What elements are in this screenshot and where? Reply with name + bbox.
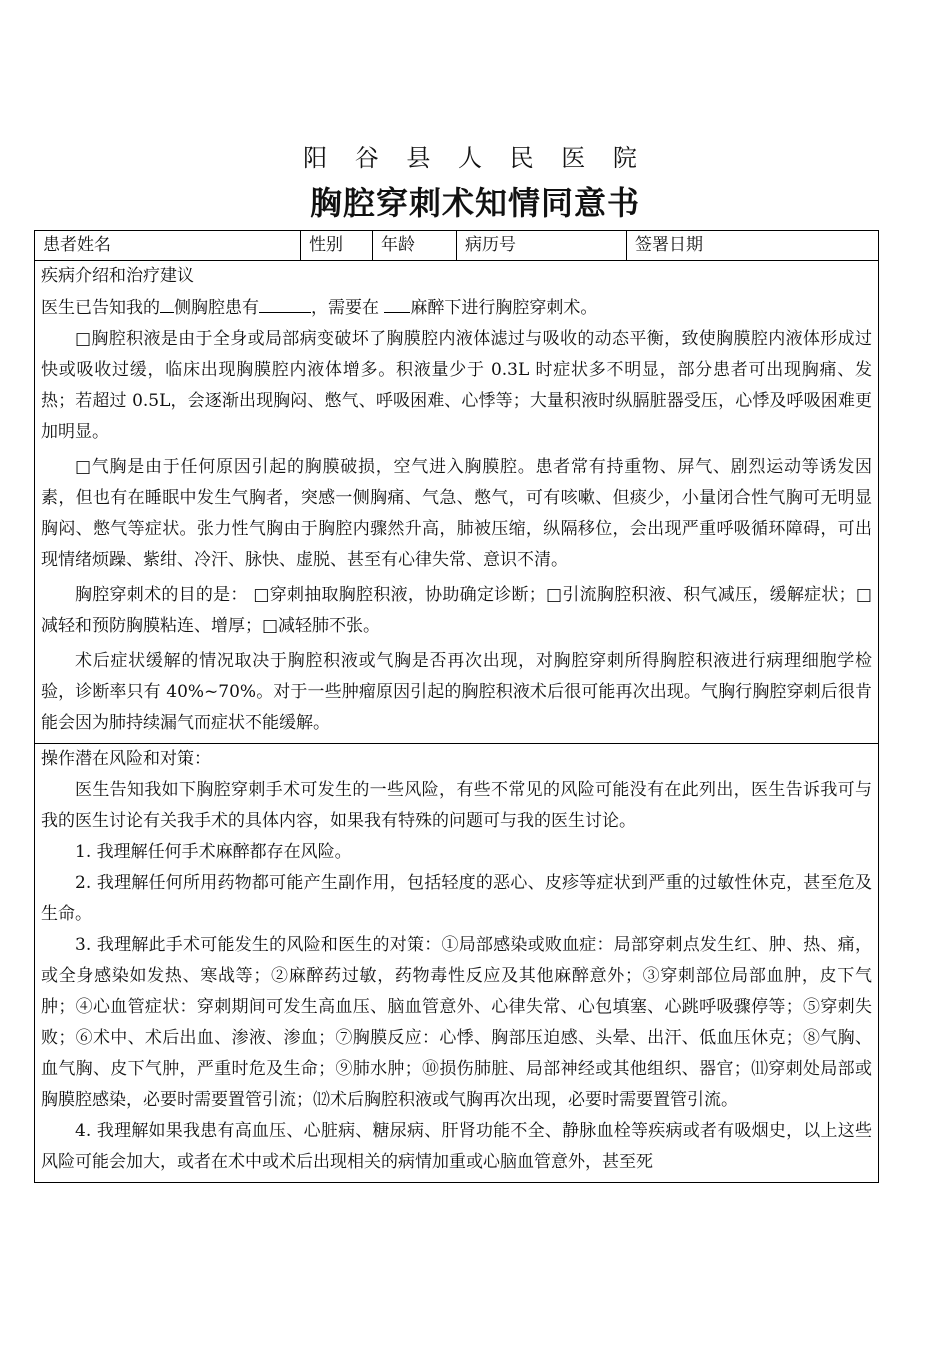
pneumothorax-paragraph: □气胸是由于任何原因引起的胸膜破损，空气进入胸膜腔。患者常有持重物、屏气、剧烈运动等诱发因素，但也有在睡眠中发生气胸者，突感一侧胸痛、气急、憋气，可有咳嗽、但痰少，小量闭合性气胸可无明显胸闷、憋气等症状。张力性气胸由于胸腔内骤然升高，肺被压缩，纵隔移位，会出现严重呼吸循环障碍，可出现情绪烦躁、紫绀、冷汗、脉快、虚脱、甚至有心律失常、意识不清。 — [41, 457, 872, 570]
diagnosis-text-4: 麻醉下进行胸腔穿刺术。 — [410, 298, 598, 318]
sign-date-field[interactable]: 签署日期 — [635, 235, 703, 255]
age-field[interactable]: 年龄 — [373, 231, 457, 260]
anesthesia-blank[interactable] — [384, 292, 410, 313]
hospital-name: 阳 谷 县 人 民 医 院 — [303, 144, 647, 172]
sex-field[interactable]: 性别 — [301, 231, 373, 260]
disease-intro-section — [35, 261, 878, 743]
prognosis-paragraph: 术后症状缓解的情况取决于胸腔积液或气胸是否再次出现，对胸腔穿刺所得胸腔积液进行病理细胞学检验，诊断率只有 40%~70%。对于一些肿瘤原因引起的胸腔积液术后很可能再次出现。气胸行胸腔穿刺后很肯能会因为肺持续漏气而症状不能缓解。 — [41, 651, 872, 733]
risk-heading: 操作潜在风险和对策： — [41, 749, 211, 769]
risk-section — [35, 743, 878, 1182]
diagnosis-line — [41, 292, 872, 324]
diagnosis-text-2: 侧胸腔患有 — [174, 298, 259, 318]
intro-heading: 疾病介绍和治疗建议 — [41, 266, 194, 286]
diagnosis-text-1: 医生已告知我的 — [41, 298, 160, 318]
document-title: 胸腔穿刺术知情同意书 — [309, 184, 640, 222]
effusion-paragraph: □胸腔积液是由于全身或局部病变破坏了胸膜腔内液体滤过与吸收的动态平衡，致使胸膜腔内液体形成过快或吸收过缓，临床出现胸膜腔内液体增多。积液量少于 0.3L 时症状多不明显，部分患者可出现胸痛、发热；若超过 0.5L，会逐渐出现胸闷、憋气、呼吸困难、心悸等；大量积液时纵膈脏器受压，心悸及呼吸困难更加明显。 — [41, 329, 872, 442]
patient-info-row — [35, 231, 878, 261]
diagnosis-text-3: ，需要在 — [311, 298, 385, 318]
side-blank[interactable] — [160, 292, 174, 313]
purpose-paragraph: 胸腔穿刺术的目的是： □穿刺抽取胸腔积液，协助确定诊断；□引流胸腔积液、积气减压，缓解症状；□减轻和预防胸膜粘连、增厚；□减轻肺不张。 — [41, 585, 872, 636]
risk-item-3: 3. 我理解此手术可能发生的风险和医生的对策：①局部感染或败血症：局部穿刺点发生红、肿、热、痛，或全身感染如发热、寒战等；②麻醉药过敏，药物毒性反应及其他麻醉意外；③穿刺部位局部血肿，皮下气肿；④心血管症状：穿刺期间可发生高血压、脑血管意外、心律失常、心包填塞、心跳呼吸骤停等；⑤穿刺失败；⑥术中、术后出血、渗液、渗血；⑦胸膜反应：心悸、胸部压迫感、头晕、出汗、低血压休克；⑧气胸、血气胸、皮下气肿，严重时危及生命；⑨肺水肿；⑩损伤肺脏、局部神经或其他组织、器官；⑾穿刺处局部或胸膜腔感染，必要时需要置管引流；⑿术后胸腔积液或气胸再次出现，必要时需要置管引流。 — [41, 935, 872, 1110]
disease-blank[interactable] — [259, 292, 311, 313]
risk-item-1: 1. 我理解任何手术麻醉都存在风险。 — [75, 842, 352, 862]
risk-item-2: 2. 我理解任何所用药物都可能产生副作用，包括轻度的恶心、皮疹等症状到严重的过敏性休克，甚至危及生命。 — [41, 873, 872, 924]
record-number-field[interactable]: 病历号 — [457, 231, 627, 260]
patient-name-field[interactable]: 患者姓名 — [35, 231, 301, 260]
risk-intro-paragraph: 医生告知我如下胸腔穿刺手术可发生的一些风险，有些不常见的风险可能没有在此列出，医生告诉我可与我的医生讨论有关我手术的具体内容，如果我有特殊的问题可与我的医生讨论。 — [41, 780, 872, 831]
consent-form — [34, 230, 879, 1183]
risk-item-4: 4. 我理解如果我患有高血压、心脏病、糖尿病、肝肾功能不全、静脉血栓等疾病或者有吸烟史，以上这些风险可能会加大，或者在术中或术后出现相关的病情加重或心脑血管意外，甚至死 — [41, 1121, 872, 1172]
